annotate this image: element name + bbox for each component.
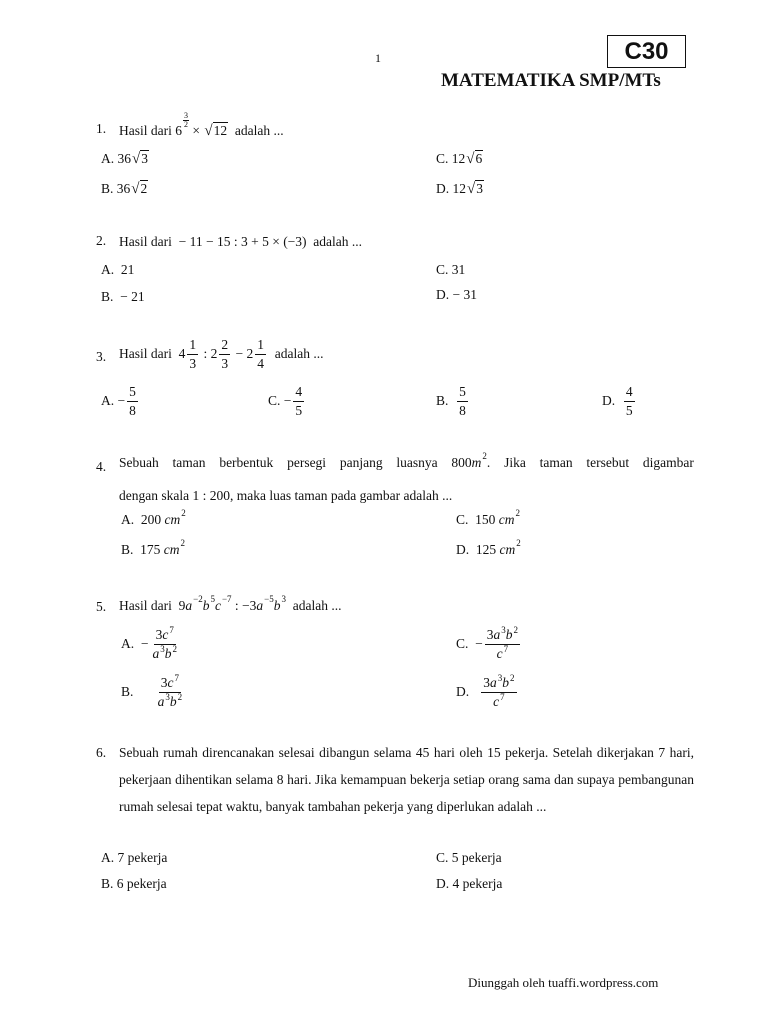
option-c [456, 508, 521, 528]
option-c [456, 627, 522, 661]
radical-sign-icon: √ [466, 150, 475, 167]
math-text: 150 [468, 512, 499, 528]
option-label: A. [121, 636, 135, 652]
option-label: D. [456, 542, 470, 558]
math-exponent: 2 [516, 538, 521, 549]
option-content [436, 180, 484, 197]
math-text: adalah ... [268, 346, 324, 362]
math-variable: b [169, 693, 177, 709]
fraction-denominator: 5 [625, 402, 633, 418]
question-number: 4. [96, 459, 107, 474]
math-text: × [189, 122, 204, 138]
fraction-numerator [481, 675, 516, 693]
option-label: C. [436, 150, 449, 166]
square-root [466, 150, 483, 167]
option-content [456, 627, 522, 661]
fraction-denominator: 3 [189, 355, 197, 371]
radical-sign-icon: √ [204, 122, 213, 139]
math-expression [119, 337, 324, 371]
math-variable: a [185, 598, 193, 614]
math-variable: b [502, 675, 509, 690]
option-d [436, 287, 477, 302]
fraction-denominator: 8 [459, 402, 466, 418]
math-exponent: 3 [165, 691, 170, 702]
math-word [219, 456, 273, 470]
option-content [456, 508, 521, 528]
fraction [255, 337, 266, 371]
math-variable: m [471, 455, 482, 470]
math-exponent: 2 [515, 508, 521, 519]
fraction-denominator: 4 [257, 355, 265, 371]
option-content [101, 877, 167, 891]
option-content [456, 675, 519, 709]
option-content [456, 538, 521, 558]
math-text: 21 [114, 262, 135, 278]
math-word [173, 456, 206, 470]
fraction-numerator: 1 [255, 337, 266, 355]
option-label: D. [456, 684, 470, 700]
option-b [101, 876, 167, 891]
math-text: luasnya [396, 455, 438, 470]
question-stem [119, 110, 284, 139]
option-label: B. [101, 876, 114, 892]
math-variable: c [214, 598, 221, 614]
question-stem [119, 594, 342, 614]
exponent-numerator: 3 [184, 110, 188, 120]
option-d [456, 538, 521, 558]
math-text: : 2 [200, 346, 218, 362]
option-content [101, 150, 149, 167]
math-word [586, 456, 629, 470]
math-exponent: 2 [180, 538, 186, 549]
math-text: 4 pekerja [449, 876, 503, 892]
math-exponent: 3 [160, 643, 165, 654]
math-text: Hasil dari [119, 122, 176, 138]
math-expression [119, 110, 284, 139]
math-exponent: 2 [181, 508, 186, 519]
math-variable: cm [498, 512, 515, 528]
math-text: dengan skala 1 : 200, maka luas taman pada gambar adalah ... [119, 488, 453, 504]
option-c [436, 850, 502, 865]
option-b [121, 675, 186, 709]
fraction-denominator: 8 [129, 402, 136, 418]
math-text: 36 [114, 150, 131, 166]
option-content [436, 851, 502, 865]
question-paragraph: Sebuah rumah direncanakan selesai dibangun selama 45 hari oleh 15 pekerja. Setelah dikerjakan 7 hari, pekerjaan dihentikan selama 8 hari. Jika kemampuan bekerja setiap orang sama dan supaya pembangunan rumah selesai tepat waktu, banyak tambahan pekerja yang diperlukan adalah ... [119, 745, 694, 814]
math-text: − [468, 636, 483, 652]
math-variable: a [256, 598, 264, 614]
math-text: 7 pekerja [114, 850, 168, 866]
option-a [101, 150, 149, 167]
math-exponent: 7 [503, 643, 509, 654]
math-variable: b [273, 598, 281, 614]
option-a [101, 850, 167, 865]
option-content [268, 384, 306, 418]
math-text: digambar [642, 455, 694, 470]
math-variable: a [152, 645, 160, 661]
math-expression [119, 235, 362, 249]
math-text: persegi [287, 455, 327, 470]
option-label: C. [268, 393, 281, 409]
math-text: 31 [448, 262, 466, 278]
math-text: berbentuk [219, 455, 274, 470]
math-word [451, 451, 491, 470]
option-label: A. [101, 262, 115, 278]
option-content [602, 384, 637, 418]
radical-sign-icon: √ [467, 180, 476, 197]
math-exponent: 3 [281, 594, 286, 605]
option-label: B. [101, 289, 114, 305]
math-text: − [134, 636, 149, 652]
power-base: 6 [175, 122, 182, 138]
radicand: 3 [476, 181, 483, 196]
math-exponent: 2 [510, 673, 515, 683]
fraction-numerator: 2 [219, 337, 230, 355]
math-exponent: 5 [210, 594, 215, 605]
question-number: 3. [96, 349, 107, 364]
option-label: B. [101, 180, 114, 196]
math-text: 800 [451, 455, 472, 470]
math-variable: b [505, 627, 513, 642]
math-variable: c [167, 675, 174, 690]
option-label: A. [101, 850, 115, 866]
math-text: 175 [133, 542, 164, 558]
math-variable: c [496, 645, 503, 661]
fraction-denominator: 3 [221, 355, 229, 371]
math-exponent: 2 [172, 643, 177, 654]
fraction-denominator [491, 693, 507, 710]
option-content [436, 384, 470, 418]
question-stem-line-2 [119, 488, 452, 503]
math-text [133, 685, 153, 699]
math-text: panjang [339, 455, 383, 470]
math-text: 3 [160, 675, 168, 690]
math-text: adalah ... [228, 122, 284, 138]
math-text: Hasil dari 4 [119, 346, 186, 362]
option-label: C. [456, 636, 469, 652]
math-word [340, 456, 383, 470]
fraction [156, 675, 185, 709]
radical-sign-icon: √ [132, 150, 141, 167]
radicand: 12 [213, 123, 228, 138]
fraction-numerator: 5 [127, 384, 138, 402]
math-text: Jika [504, 455, 526, 470]
question-number: 2. [96, 233, 107, 248]
square-root [467, 180, 484, 197]
option-content [101, 263, 134, 277]
option-label: B. [121, 542, 134, 558]
math-text: 6 pekerja [113, 876, 167, 892]
math-text: taman [539, 455, 573, 470]
math-exponent: 2 [482, 451, 487, 462]
option-label: B. [121, 684, 134, 700]
math-text: − 2 [232, 346, 254, 362]
math-text: taman [172, 455, 206, 470]
math-variable: b [202, 598, 210, 614]
math-text: 36 [113, 180, 131, 196]
option-c [436, 262, 465, 277]
fraction [151, 627, 180, 661]
option-a [101, 262, 134, 277]
math-text: − 21 [113, 289, 145, 305]
fraction-numerator: 5 [457, 384, 468, 402]
math-text: − [114, 393, 126, 409]
math-text: 3 [486, 627, 494, 642]
page-number: 1 [375, 51, 381, 65]
math-variable: cm [163, 542, 180, 558]
fraction-numerator: 1 [187, 337, 198, 355]
math-variable: cm [164, 512, 181, 528]
option-content [121, 508, 186, 528]
math-exponent: 3 [501, 625, 506, 635]
math-text: 3 [483, 675, 490, 690]
math-variable: cm [499, 542, 516, 558]
fraction-denominator [495, 645, 511, 662]
math-text: tersebut [586, 455, 630, 470]
option-label: D. [436, 180, 450, 196]
option-a [101, 384, 140, 418]
square-root [132, 150, 149, 167]
math-text: adalah ... [285, 598, 342, 614]
math-text: 5 pekerja [448, 850, 502, 866]
math-exponent: 7 [500, 691, 505, 702]
math-text: 125 [469, 542, 500, 558]
fraction-numerator [485, 627, 520, 645]
option-label: D. [436, 287, 450, 303]
math-text [615, 394, 622, 408]
question-number: 5. [96, 599, 107, 614]
fraction [219, 337, 230, 371]
math-exponent: −7 [221, 594, 232, 605]
math-exponent: 2 [177, 691, 183, 702]
option-label: B. [436, 393, 449, 409]
option-b [101, 180, 148, 197]
option-c [436, 384, 470, 418]
fraction [485, 627, 520, 661]
option-content [436, 150, 483, 167]
math-text: − [280, 393, 292, 409]
option-content [101, 384, 140, 418]
option-b [121, 538, 186, 558]
radical-sign-icon: √ [131, 180, 140, 197]
option-label: D. [602, 393, 616, 409]
option-d [456, 675, 519, 709]
option-content [436, 263, 465, 277]
option-label: C. [436, 850, 449, 866]
fraction [293, 384, 304, 418]
radicand: 6 [475, 151, 483, 166]
math-text: 200 [134, 512, 165, 528]
fraction-numerator [159, 675, 181, 693]
question-stem [119, 234, 362, 249]
option-d [602, 384, 637, 418]
option-content [121, 675, 186, 709]
option-label: C. [436, 262, 449, 278]
math-text: Hasil dari − 11 − 15 : 3 + 5 × (−3) adalah ... [119, 234, 363, 250]
math-exponent: 7 [174, 673, 180, 683]
math-exponent: 3 [497, 673, 503, 683]
question-number: 6. [96, 745, 107, 760]
math-text: . [486, 455, 491, 470]
option-content [436, 877, 502, 891]
subject-title: MATEMATIKA SMP/MTs [441, 70, 661, 91]
option-content [121, 627, 181, 661]
option-content [121, 538, 186, 558]
option-c [436, 150, 483, 167]
math-variable: a [157, 693, 165, 709]
option-d [436, 876, 502, 891]
radicand: 3 [141, 151, 148, 166]
fraction-numerator: 4 [624, 384, 635, 402]
option-label: A. [121, 512, 135, 528]
question-number: 1. [96, 121, 107, 136]
fraction-numerator: 4 [293, 384, 304, 402]
math-variable: a [493, 627, 501, 642]
fraction-denominator [156, 693, 185, 710]
math-word [119, 456, 159, 470]
math-word [396, 456, 437, 470]
power-with-fraction-exponent [175, 110, 189, 138]
math-variable: b [164, 645, 172, 661]
fraction-denominator: 5 [295, 402, 303, 418]
exponent-denominator: 2 [184, 119, 188, 129]
fraction [187, 337, 198, 371]
option-a [121, 508, 186, 528]
question-stem [119, 337, 324, 371]
math-exponent: −5 [264, 594, 274, 605]
square-root [204, 122, 228, 139]
math-word [287, 456, 326, 470]
fraction [481, 675, 516, 709]
math-expression [119, 594, 342, 614]
option-label: A. [101, 150, 115, 166]
option-b [101, 289, 145, 304]
math-word [540, 456, 573, 470]
math-text [469, 685, 479, 699]
option-a [121, 627, 181, 661]
math-text: 12 [449, 180, 466, 196]
option-label: A. [101, 393, 115, 409]
option-content [101, 851, 167, 865]
option-label: D. [436, 876, 450, 892]
option-b [268, 384, 306, 418]
math-expression [119, 489, 452, 503]
fraction [127, 384, 138, 418]
math-text: Hasil dari 9 [119, 598, 186, 614]
option-label: C. [456, 512, 469, 528]
math-text: − 31 [449, 287, 477, 303]
math-text: : −3 [231, 598, 257, 614]
square-root [131, 180, 148, 197]
fraction [457, 384, 468, 418]
math-variable: c [493, 693, 500, 709]
fraction-denominator [151, 645, 180, 662]
question-stem-line-1 [119, 451, 694, 470]
radicand: 2 [140, 181, 148, 196]
math-variable: c [162, 627, 169, 642]
exam-code-box: C30 [607, 35, 686, 68]
option-content [101, 180, 148, 197]
fraction [624, 384, 635, 418]
option-content [101, 290, 145, 304]
math-text: 12 [448, 150, 466, 166]
math-text [448, 394, 455, 408]
math-text: Sebuah [119, 455, 159, 470]
math-text: 3 [155, 627, 163, 642]
math-word [643, 456, 694, 470]
math-expression [119, 451, 694, 470]
fraction-numerator [154, 627, 176, 645]
option-d [436, 180, 484, 197]
math-exponent: −2 [193, 594, 203, 605]
math-word [504, 456, 526, 470]
math-variable: a [490, 675, 497, 690]
option-content [436, 288, 477, 302]
footer-credit: Diunggah oleh tuaffi.wordpress.com [468, 975, 659, 990]
math-exponent: 2 [513, 625, 519, 635]
math-exponent: 7 [169, 625, 174, 635]
